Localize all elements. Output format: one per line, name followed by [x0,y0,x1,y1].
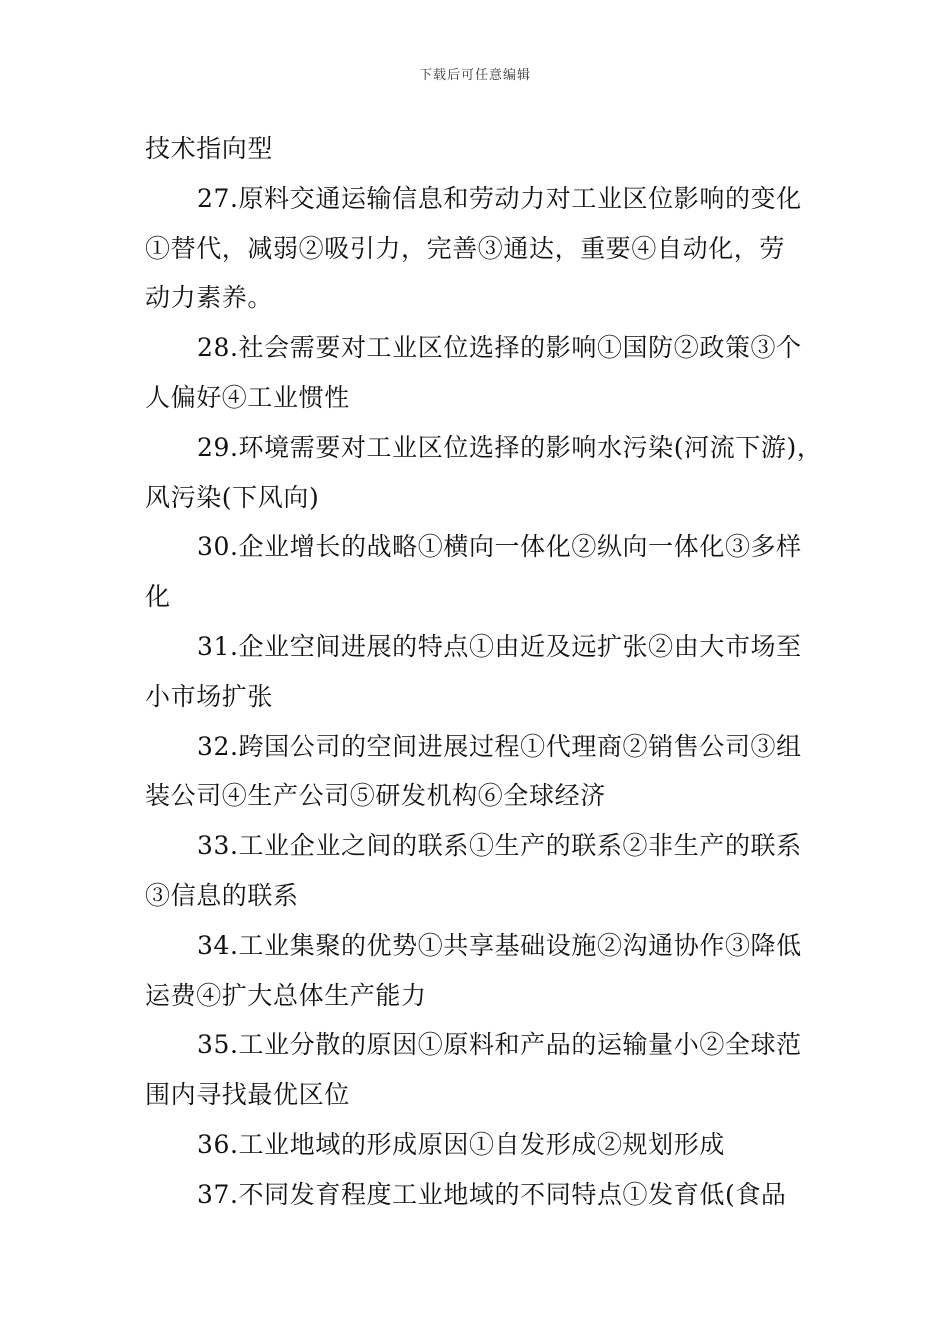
text-line: 运费④扩大总体生产能力 [145,980,427,1010]
text-line: 风污染(下风向) [145,482,320,512]
text-line: 34.工业集聚的优势①共享基础设施②沟通协作③降低 [197,930,802,960]
document-body [145,124,823,1220]
text-line: 化 [145,582,171,612]
text-line: 32.跨国公司的空间进展过程①代理商②销售公司③组 [197,731,802,761]
text-line: 37.不同发育程度工业地域的不同特点①发育低(食品 [197,1179,787,1209]
text-line: 装公司④生产公司⑤研发机构⑥全球经济 [145,781,606,811]
text-line: 36.工业地域的形成原因①自发形成②规划形成 [197,1129,725,1159]
text-line: 技术指向型 [145,134,274,163]
text-line: 29.环境需要对工业区位选择的影响水污染(河流下游)， [197,432,823,462]
text-line: 33.工业企业之间的联系①生产的联系②非生产的联系 [197,831,802,861]
text-line: 围内寻找最优区位 [145,1080,350,1110]
text-line: ③信息的联系 [145,880,299,910]
text-line: 27.原料交通运输信息和劳动力对工业区位影响的变化 [197,183,802,213]
text-line: 35.工业分散的原因①原料和产品的运输量小②全球范 [197,1030,802,1060]
page-header: 下载后可任意编辑 [418,68,531,83]
text-line: ①替代，减弱②吸引力，完善③通达，重要④自动化，劳 [145,233,786,263]
text-line: 30.企业增长的战略①横向一体化②纵向一体化③多样 [197,532,802,562]
text-line: 28.社会需要对工业区位选择的影响①国防②政策③个 [197,333,802,363]
text-line: 动力素养。 [145,283,274,313]
text-line: 31.企业空间进展的特点①由近及远扩张②由大市场至 [197,631,802,661]
text-line: 小市场扩张 [145,681,274,711]
text-line: 人偏好④工业惯性 [145,382,350,412]
